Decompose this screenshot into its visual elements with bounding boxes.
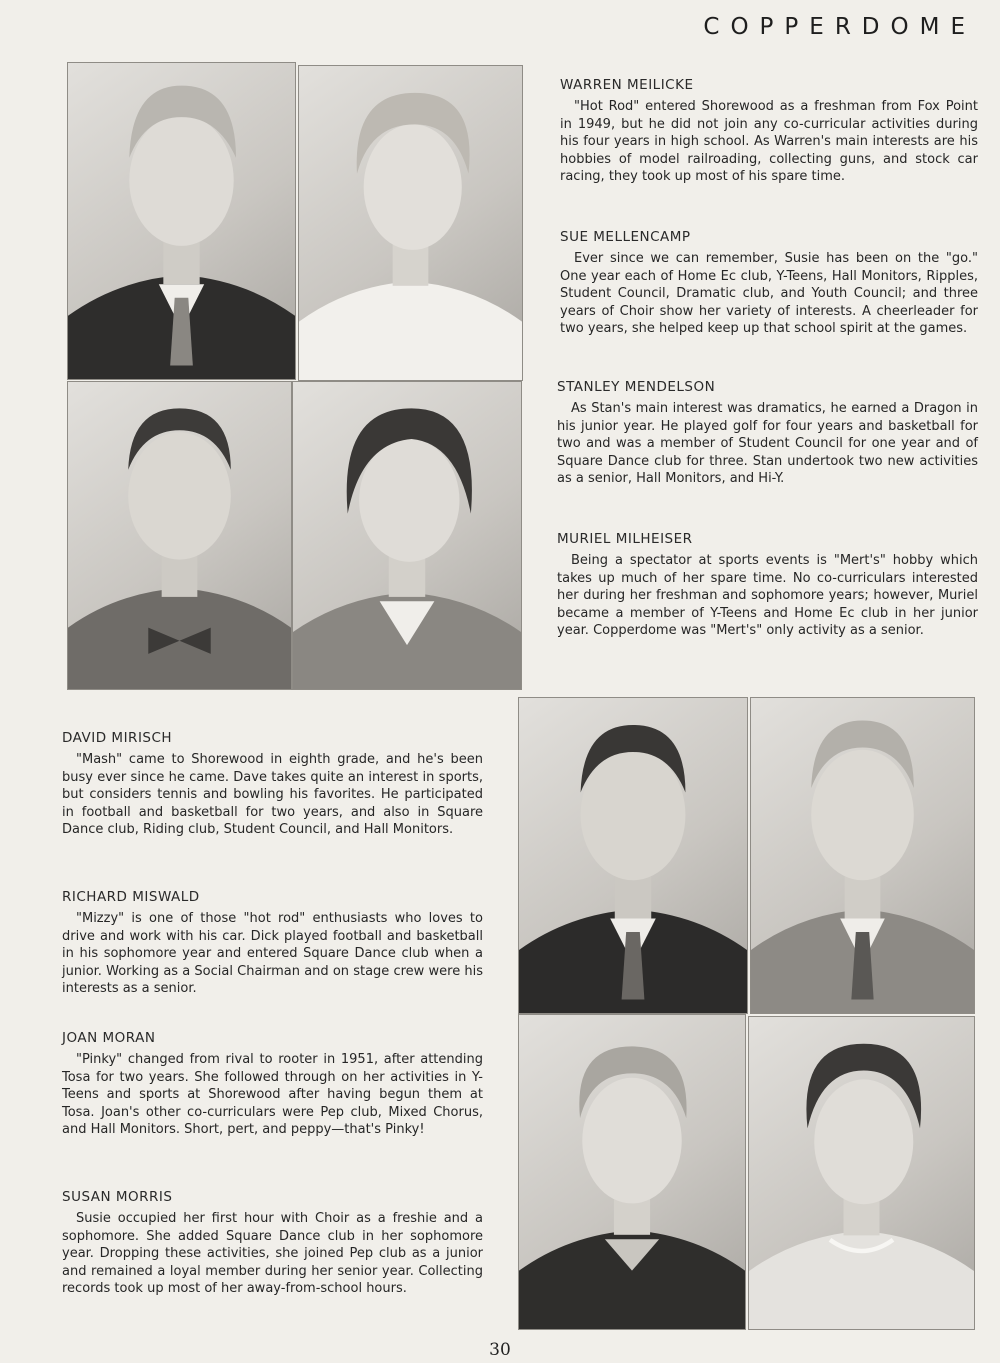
portrait-photo-susan-morris <box>748 1016 975 1330</box>
portrait-photo-muriel-milheiser <box>292 381 522 690</box>
bio-sue-mellencamp <box>560 229 978 338</box>
bio-stanley-mendelson <box>557 379 978 488</box>
student-name: SUE MELLENCAMP <box>560 229 691 245</box>
student-bio: As Stan's main interest was dramatics, he earned a Dragon in his junior year. He played golf for four years and basketball for two and was a member of Student Council for one year and of Square Dance club for three. Stan undertook two new activities as a senior, Hall Monitors, and Hi-Y. <box>557 401 978 487</box>
student-name: SUSAN MORRIS <box>62 1189 173 1205</box>
bio-david-mirisch <box>62 730 483 839</box>
student-name: STANLEY MENDELSON <box>557 379 716 395</box>
student-name: JOAN MORAN <box>62 1030 156 1046</box>
portrait-photo-joan-moran <box>518 1014 746 1330</box>
bio-joan-moran <box>62 1030 483 1139</box>
student-name: RICHARD MISWALD <box>62 889 200 905</box>
portrait-photo-warren-meilicke <box>67 62 296 380</box>
student-name: MURIEL MILHEISER <box>557 531 693 547</box>
bio-warren-meilicke <box>560 77 978 186</box>
bio-richard-miswald <box>62 889 483 998</box>
portrait-photo-stanley-mendelson <box>67 381 292 690</box>
portrait-photo-richard-miswald <box>750 697 975 1014</box>
student-bio: "Mash" came to Shorewood in eighth grade, and he's been busy ever since he came. Dave takes quite an interest in sports, but considers tennis and bowling his favorites. He participated in football and basketball for two years, and also in Square Dance club, Riding club, Student Council, and Hall Monitors. <box>62 752 483 838</box>
page-number: 30 <box>489 1340 511 1360</box>
student-name: DAVID MIRISCH <box>62 730 173 746</box>
student-bio: "Pinky" changed from rival to rooter in 1951, after attending Tosa for two years. She followed through on her activities in Y-Teens and sports at Shorewood after having begun them at Tosa. Joan's other co-curriculars were Pep club, Mixed Chorus, and Hall Monitors. Short, pert, and peppy—that's Pinky! <box>62 1052 483 1138</box>
student-bio: "Hot Rod" entered Shorewood as a freshman from Fox Point in 1949, but he did not join any co-curricular activities during his four years in high school. As Warren's main interests are his hobbies of model railroading, collecting guns, and stock car racing, they took up most of his spare time. <box>560 99 978 185</box>
student-bio: "Mizzy" is one of those "hot rod" enthusiasts who loves to drive and work with his car. Dick played football and basketball in his sophomore year and entered Square Dance club when a junior. Working as a Social Chairman and on stage crew were his interests as a senior. <box>62 911 483 997</box>
student-name: WARREN MEILICKE <box>560 77 694 93</box>
student-bio: Being a spectator at sports events is "Mert's" hobby which takes up much of her spare time. No co-curriculars interested her during her freshman and sophomore years; however, Muriel became a member of Y-Teens and Home Ec club in her junior year. Copperdome was "Mert's" only activity as a senior. <box>557 553 978 639</box>
bio-susan-morris <box>62 1189 483 1298</box>
portrait-photo-david-mirisch <box>518 697 748 1014</box>
bio-muriel-milheiser <box>557 531 978 640</box>
student-bio: Susie occupied her first hour with Choir as a freshie and a sophomore. She added Square Dance club in her sophomore year. Dropping these activities, she joined Pep club as a junior and remained a loyal member during her senior year. Collecting records took up most of her away-from-school hours. <box>62 1211 483 1297</box>
student-bio: Ever since we can remember, Susie has been on the "go." One year each of Home Ec club, Y-Teens, Hall Monitors, Ripples, Student Council, Dramatic club, and Youth Council; and three years of Choir show her variety of interests. A cheerleader for two years, she helped keep up that school spirit at the games. <box>560 251 978 337</box>
portrait-photo-sue-mellencamp <box>298 65 523 381</box>
yearbook-title: COPPERDOME <box>703 14 976 40</box>
